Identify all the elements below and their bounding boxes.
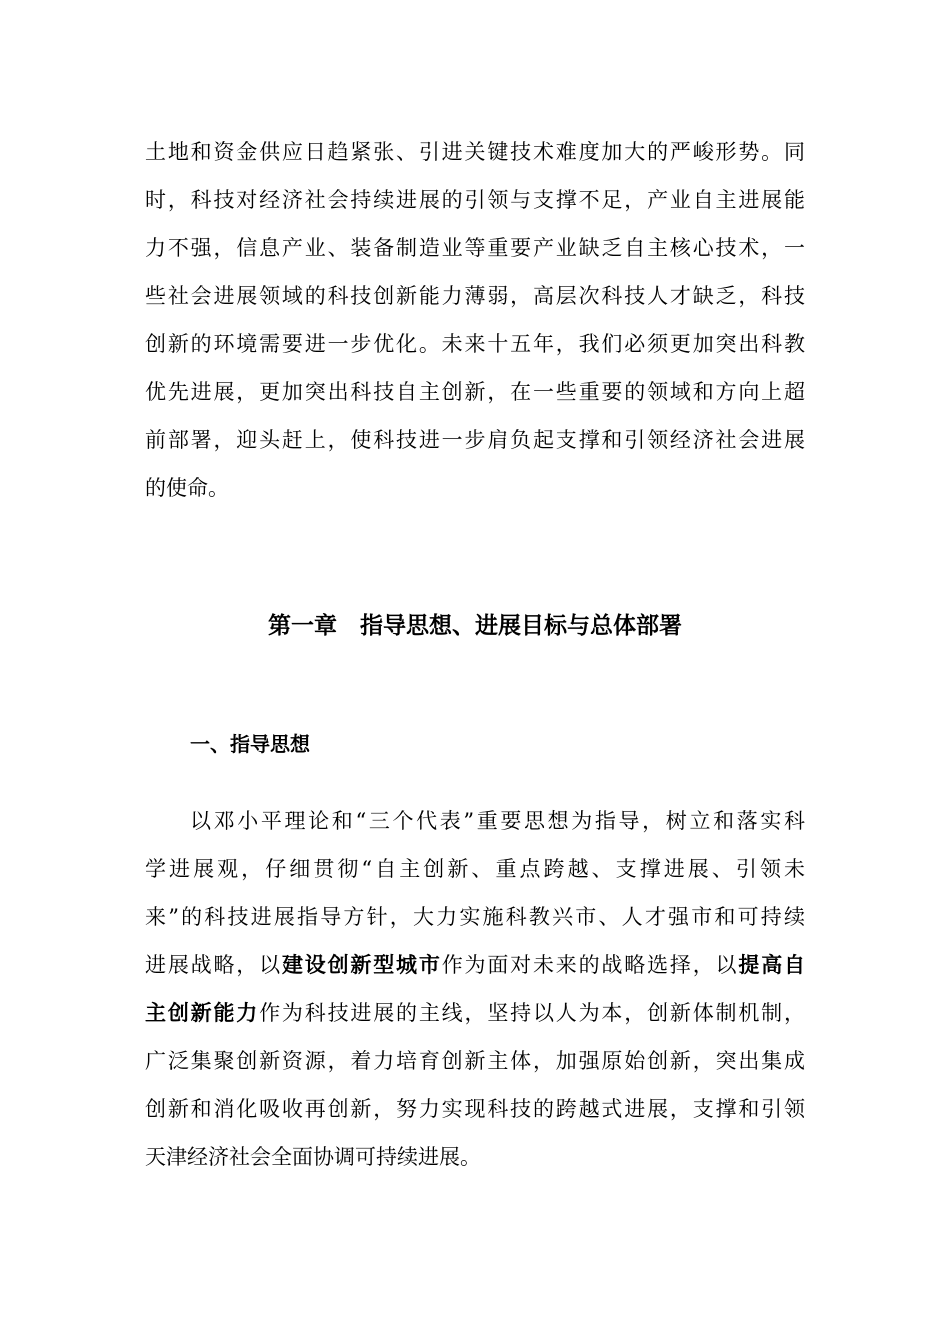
bold-phrase-innovation-capacity-end: 主创新能力 [145,1001,260,1025]
text-run: 作为面对未来的战略选择，以 [441,953,739,977]
section-line-7: 创新和消化吸收再创新，努力实现科技的跨越式进展，支撑和引领 [145,1097,805,1121]
intro-line-1: 土地和资金供应日趋紧张、引进关键技术难度加大的严峻形势。同 [145,140,805,164]
intro-line-8: 的使命。 [145,476,229,500]
bold-phrase-innovative-city: 建设创新型城市 [281,953,442,977]
bold-phrase-innovation-capacity-start: 提高自 [738,953,806,977]
intro-line-4: 些社会进展领域的科技创新能力薄弱，高层次科技人才缺乏，科技 [145,284,805,308]
chapter-title: 第一章 指导思想、进展目标与总体部署 [268,613,682,639]
text-run: 作为科技进展的主线，坚持以人为本，创新体制机制， [259,1001,806,1025]
intro-line-7: 前部署，迎头赶上，使科技进一步肩负起支撑和引领经济社会进展 [145,428,805,452]
intro-line-2: 时，科技对经济社会持续进展的引领与支撑不足，产业自主进展能 [145,188,805,212]
section-line-4 [145,949,805,981]
section-line-8: 天津经济社会全面协调可持续进展。 [145,1145,481,1169]
intro-line-3: 力不强，信息产业、装备制造业等重要产业缺乏自主核心技术，一 [145,236,805,260]
section-line-5 [145,997,805,1029]
section-line-2: 学进展观，仔细贯彻“自主创新、重点跨越、支撑进展、引领未 [145,857,805,881]
section-line-1: 以邓小平理论和“三个代表”重要思想为指导，树立和落实科 [190,809,805,833]
section-line-6: 广泛集聚创新资源，着力培育创新主体，加强原始创新，突出集成 [145,1049,805,1073]
intro-line-6: 优先进展，更加突出科技自主创新，在一些重要的领域和方向上超 [145,380,805,404]
text-run: 进展战略，以 [145,953,282,977]
section-heading: 一、指导思想 [190,732,310,756]
intro-line-5: 创新的环境需要进一步优化。未来十五年，我们必须更加突出科教 [145,332,805,356]
section-line-3: 来”的科技进展指导方针，大力实施科教兴市、人才强市和可持续 [145,905,805,929]
